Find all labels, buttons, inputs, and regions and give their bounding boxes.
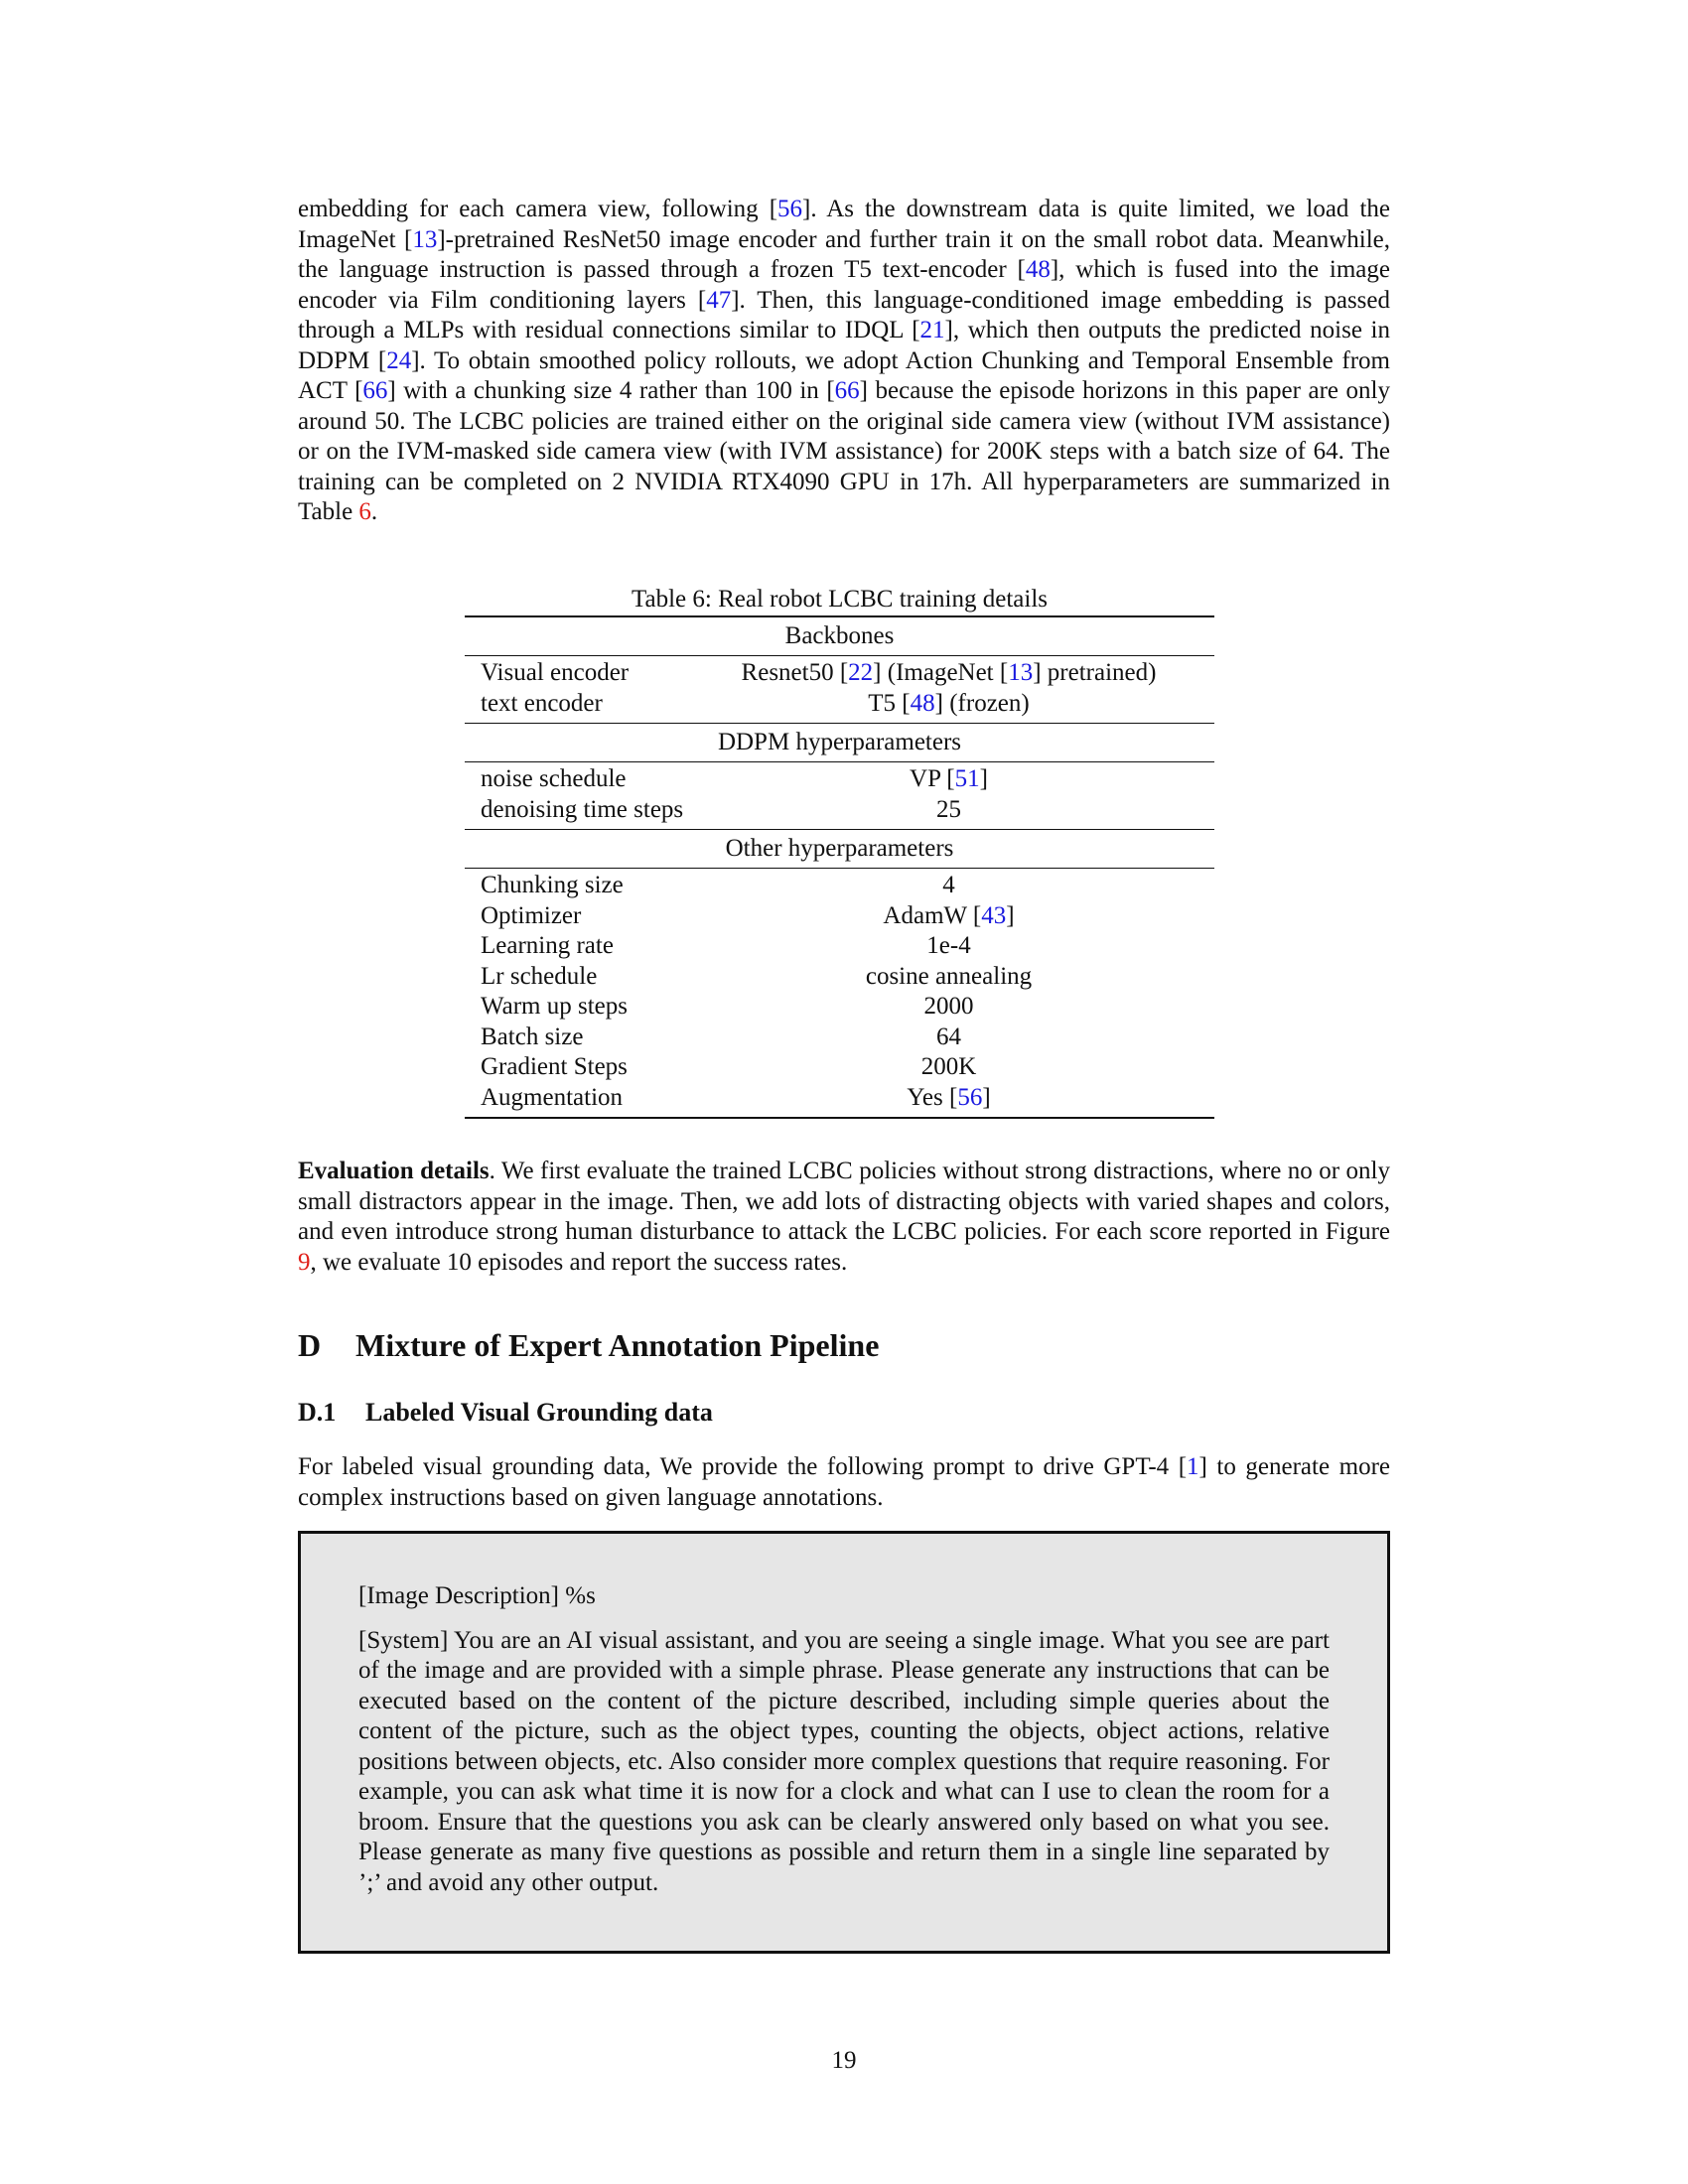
table-section-backbones: Backbones — [784, 622, 895, 649]
intro-paragraph: embedding for each camera view, following [56]. As the downstream data is quite limited, we load the ImageNet [13]-pretrained ResNet50 image encoder and further train it on the small robot data. Meanwhile, the language instruction is passed through a frozen T5 text-encoder [48], which is fused into the image encoder via Film conditioning layers [47]. Then, this language-conditioned image embedding is passed through a MLPs with residual connections similar to IDQL [21], which then outputs the predicted noise in DDPM [24]. To obtain smoothed policy rollouts, we adopt Action Chunking and Temporal Ensemble from ACT [66] with a chunking size 4 rather than 100 in [66] because the episode horizons in this paper are only around 50. The LCBC policies are trained either on the original side camera view (without IVM assistance) or on the IVM-masked side camera view (with IVM assistance) for 200K steps with a batch size of 64. The training can be completed on 2 NVIDIA RTX4090 GPU in 17h. All hyperparameters are summarized in Table 6. — [298, 196, 1391, 525]
citation-link[interactable]: 66 — [834, 377, 860, 404]
table-row: Batch size 64 — [481, 1023, 961, 1050]
grounding-paragraph: For labeled visual grounding data, We provide the following prompt to drive GPT-4 [1] to generate more complex instructions based on given language annotations. — [298, 1453, 1391, 1511]
citation-link[interactable]: 56 — [777, 196, 803, 222]
table-row: Chunking size 4 — [481, 872, 955, 898]
figure-ref-link[interactable]: 9 — [298, 1248, 311, 1276]
citation-link[interactable]: 21 — [919, 317, 945, 343]
table-row: denoising time steps 25 — [481, 795, 961, 823]
table-section-other: Other hyperparameters — [725, 835, 954, 862]
citation-link[interactable]: 51 — [954, 765, 980, 792]
table-row: Lr schedule cosine annealing — [481, 962, 1033, 990]
section-heading: D Mixture of Expert Annotation Pipeline — [298, 1327, 880, 1363]
hyperparameter-table — [465, 584, 1214, 1119]
table-caption: Table 6: Real robot LCBC training details — [631, 586, 1048, 613]
table-row: Visual encoder Resnet50 [22] (ImageNet [13] pretrained) — [481, 659, 1157, 686]
subsection-heading: D.1 Labeled Visual Grounding data — [298, 1398, 713, 1427]
table-row: text encoder T5 [48] (frozen) — [481, 689, 1030, 717]
evaluation-paragraph: Evaluation details. We first evaluate the trained LCBC policies without strong distractions, where no or only small distractors appear in the image. Then, we add lots of distracting objects with varied shapes and colors, and even introduce strong human disturbance to attack the LCBC policies. For each score reported in Figure 9, we evaluate 10 episodes and report the success rates. — [298, 1158, 1390, 1276]
table-section-ddpm: DDPM hyperparameters — [717, 729, 962, 755]
prompt-box — [298, 1531, 1390, 1954]
prompt-text: [System] You are an AI visual assistant, and you are seeing a single image. What you see are part of the image and are provided with a simple phrase. Please generate any instructions that can be executed based on the content of the picture described, including simple queries about the content of the picture, such as the object types, counting the objects, object actions, relative positions between objects, etc. Also consider more complex questions that require reasoning. For example, you can ask what time it is now for a clock and what can I use to clean the room for a broom. Ensure that the questions you ask can be clearly answered only based on what you see. Please generate as many five questions as possible and return them in a single line separated by ’;’ and avoid any other output. — [358, 1626, 1330, 1896]
citation-link[interactable]: 24 — [386, 346, 412, 374]
page-number: 19 — [831, 2047, 857, 2074]
citation-link[interactable]: 56 — [957, 1083, 983, 1111]
table-row: Optimizer AdamW [43] — [481, 901, 1015, 929]
citation-link[interactable]: 1 — [1187, 1453, 1199, 1480]
citation-link[interactable]: 43 — [981, 901, 1007, 929]
table-rule — [465, 1117, 1214, 1119]
citation-link[interactable]: 22 — [848, 659, 874, 686]
table-row: noise schedule VP [51] — [481, 765, 988, 792]
citation-link[interactable]: 66 — [362, 377, 388, 404]
prompt-line: [Image Description] %s — [358, 1582, 596, 1609]
table-row: Warm up steps 2000 — [481, 993, 974, 1020]
citation-link[interactable]: 48 — [1025, 256, 1051, 283]
page-content — [298, 195, 1390, 1954]
table-ref-link[interactable]: 6 — [358, 498, 371, 525]
citation-link[interactable]: 47 — [706, 286, 732, 314]
table-row: Gradient Steps 200K — [481, 1053, 977, 1080]
citation-link[interactable]: 13 — [412, 225, 438, 253]
table-row: Learning rate 1e-4 — [481, 932, 971, 959]
citation-link[interactable]: 48 — [910, 689, 935, 717]
table-row: Augmentation Yes [56] — [481, 1083, 991, 1111]
citation-link[interactable]: 13 — [1008, 659, 1034, 686]
